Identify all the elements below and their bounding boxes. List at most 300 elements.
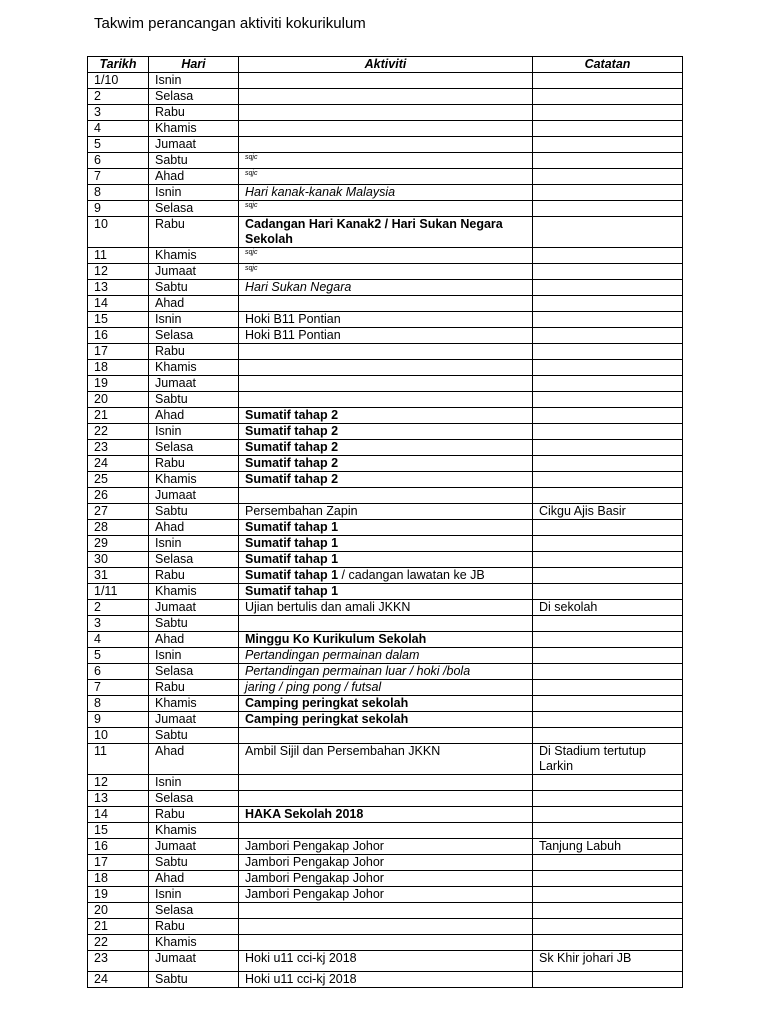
aktiviti-text: Sumatif tahap 1: [245, 552, 339, 566]
cell-catatan: [533, 328, 683, 344]
aktiviti-text: Sumatif tahap 2: [245, 424, 339, 438]
cell-tarikh: 15: [88, 823, 149, 839]
table-row: [88, 536, 683, 552]
table-row: [88, 424, 683, 440]
cell-aktiviti: [239, 871, 533, 887]
cell-aktiviti: [239, 664, 533, 680]
table-row: [88, 296, 683, 312]
cell-hari: Jumaat: [149, 376, 239, 392]
table-row: [88, 376, 683, 392]
cell-catatan: [533, 903, 683, 919]
cell-tarikh: 12: [88, 775, 149, 791]
cell-aktiviti: [239, 903, 533, 919]
cell-hari: Khamis: [149, 472, 239, 488]
cell-catatan: [533, 648, 683, 664]
cell-catatan: Cikgu Ajis Basir: [533, 504, 683, 520]
cell-catatan: [533, 456, 683, 472]
cell-hari: Isnin: [149, 536, 239, 552]
cell-aktiviti: [239, 280, 533, 296]
cell-catatan: [533, 919, 683, 935]
cell-catatan: [533, 712, 683, 728]
cell-tarikh: 20: [88, 903, 149, 919]
aktiviti-text: Sumatif tahap 1: [245, 520, 339, 534]
table-row: [88, 392, 683, 408]
cell-hari: Jumaat: [149, 488, 239, 504]
table-row: [88, 584, 683, 600]
cell-hari: Selasa: [149, 328, 239, 344]
cell-tarikh: 26: [88, 488, 149, 504]
table-row: [88, 280, 683, 296]
table-row: [88, 552, 683, 568]
cell-hari: Rabu: [149, 807, 239, 823]
cell-tarikh: 1/10: [88, 73, 149, 89]
cell-hari: Jumaat: [149, 264, 239, 280]
aktiviti-text: Hari kanak-kanak Malaysia: [245, 185, 396, 199]
cell-catatan: [533, 696, 683, 712]
cell-hari: Jumaat: [149, 951, 239, 972]
cell-tarikh: 12: [88, 264, 149, 280]
table-row: [88, 791, 683, 807]
cell-catatan: [533, 680, 683, 696]
cell-catatan: [533, 312, 683, 328]
cell-hari: Ahad: [149, 408, 239, 424]
cell-aktiviti: [239, 153, 533, 169]
cell-catatan: [533, 376, 683, 392]
cell-hari: Isnin: [149, 185, 239, 201]
cell-hari: Ahad: [149, 169, 239, 185]
cell-catatan: [533, 392, 683, 408]
cell-hari: Khamis: [149, 584, 239, 600]
cell-hari: Khamis: [149, 696, 239, 712]
cell-aktiviti: [239, 536, 533, 552]
cell-aktiviti: [239, 201, 533, 217]
aktiviti-text: sqjc: [245, 170, 258, 177]
cell-catatan: [533, 807, 683, 823]
aktiviti-text: Sumatif tahap 1: [245, 536, 339, 550]
cell-aktiviti: [239, 696, 533, 712]
cell-aktiviti: [239, 424, 533, 440]
cell-catatan: [533, 73, 683, 89]
cell-hari: Jumaat: [149, 137, 239, 153]
aktiviti-text: Ambil Sijil dan Persembahan JKKN: [245, 744, 441, 758]
cell-catatan: [533, 121, 683, 137]
cell-aktiviti: [239, 248, 533, 264]
cell-hari: Isnin: [149, 887, 239, 903]
cell-catatan: [533, 728, 683, 744]
aktiviti-text: sqjc: [245, 265, 258, 272]
cell-hari: Isnin: [149, 648, 239, 664]
cell-aktiviti: [239, 89, 533, 105]
cell-catatan: [533, 137, 683, 153]
cell-tarikh: 11: [88, 744, 149, 775]
aktiviti-text: sqjc: [245, 202, 258, 209]
cell-hari: Selasa: [149, 791, 239, 807]
table-row: [88, 137, 683, 153]
cell-aktiviti: [239, 408, 533, 424]
cell-tarikh: 29: [88, 536, 149, 552]
cell-tarikh: 9: [88, 201, 149, 217]
cell-catatan: [533, 105, 683, 121]
table-row: [88, 504, 683, 520]
table-row: [88, 153, 683, 169]
cell-hari: Sabtu: [149, 153, 239, 169]
aktiviti-extra-text: / cadangan lawatan ke JB: [338, 568, 485, 582]
cell-aktiviti: [239, 217, 533, 248]
cell-hari: Ahad: [149, 520, 239, 536]
table-row: [88, 408, 683, 424]
aktiviti-text: Jambori Pengakap Johor: [245, 839, 384, 853]
cell-aktiviti: [239, 296, 533, 312]
cell-aktiviti: [239, 264, 533, 280]
cell-catatan: [533, 264, 683, 280]
aktiviti-text: Ujian bertulis dan amali JKKN: [245, 600, 411, 614]
cell-aktiviti: [239, 855, 533, 871]
cell-tarikh: 2: [88, 89, 149, 105]
cell-hari: Rabu: [149, 568, 239, 584]
cell-aktiviti: [239, 632, 533, 648]
cell-aktiviti: [239, 951, 533, 972]
cell-tarikh: 14: [88, 296, 149, 312]
cell-tarikh: 1/11: [88, 584, 149, 600]
cell-catatan: [533, 248, 683, 264]
page-title: Takwim perancangan aktiviti kokurikulum: [94, 15, 366, 32]
cell-aktiviti: [239, 600, 533, 616]
cell-hari: Sabtu: [149, 616, 239, 632]
table-row: [88, 696, 683, 712]
cell-catatan: [533, 169, 683, 185]
cell-catatan: [533, 217, 683, 248]
cell-hari: Ahad: [149, 632, 239, 648]
cell-catatan: [533, 153, 683, 169]
table-row: [88, 440, 683, 456]
cell-catatan: [533, 552, 683, 568]
cell-hari: Khamis: [149, 248, 239, 264]
table-row: [88, 89, 683, 105]
header-catatan: Catatan: [533, 57, 683, 73]
table-row: [88, 169, 683, 185]
cell-tarikh: 6: [88, 664, 149, 680]
aktiviti-text: jaring / ping pong / futsal: [245, 680, 382, 694]
table-row: [88, 344, 683, 360]
cell-hari: Ahad: [149, 296, 239, 312]
cell-catatan: [533, 972, 683, 988]
cell-hari: Rabu: [149, 344, 239, 360]
cell-tarikh: 4: [88, 632, 149, 648]
cell-aktiviti: [239, 328, 533, 344]
cell-hari: Sabtu: [149, 855, 239, 871]
table-row: [88, 472, 683, 488]
aktiviti-text: HAKA Sekolah 2018: [245, 807, 364, 821]
table-row: [88, 73, 683, 89]
aktiviti-text: Hoki u11 cci-kj 2018: [245, 972, 357, 986]
aktiviti-text: Pertandingan permainan luar / hoki /bola: [245, 664, 471, 678]
cell-tarikh: 18: [88, 871, 149, 887]
cell-catatan: [533, 664, 683, 680]
cell-aktiviti: [239, 552, 533, 568]
aktiviti-text: Hoki B11 Pontian: [245, 328, 341, 342]
cell-aktiviti: [239, 137, 533, 153]
cell-hari: Selasa: [149, 552, 239, 568]
cell-aktiviti: [239, 712, 533, 728]
cell-aktiviti: [239, 972, 533, 988]
cell-hari: Ahad: [149, 744, 239, 775]
cell-aktiviti: [239, 344, 533, 360]
cell-tarikh: 17: [88, 344, 149, 360]
cell-tarikh: 24: [88, 456, 149, 472]
schedule-table: [87, 56, 683, 988]
cell-catatan: [533, 632, 683, 648]
table-header-row: [88, 57, 683, 73]
cell-hari: Isnin: [149, 312, 239, 328]
table-row: [88, 201, 683, 217]
cell-aktiviti: [239, 584, 533, 600]
cell-tarikh: 9: [88, 712, 149, 728]
cell-tarikh: 7: [88, 680, 149, 696]
table-row: [88, 807, 683, 823]
cell-catatan: [533, 296, 683, 312]
cell-hari: Selasa: [149, 201, 239, 217]
cell-aktiviti: [239, 472, 533, 488]
table-row: [88, 680, 683, 696]
table-row: [88, 823, 683, 839]
table-row: [88, 185, 683, 201]
cell-tarikh: 5: [88, 648, 149, 664]
cell-tarikh: 7: [88, 169, 149, 185]
cell-tarikh: 4: [88, 121, 149, 137]
cell-catatan: [533, 791, 683, 807]
aktiviti-text: Camping peringkat sekolah: [245, 712, 409, 726]
cell-tarikh: 23: [88, 440, 149, 456]
cell-aktiviti: [239, 791, 533, 807]
cell-tarikh: 16: [88, 839, 149, 855]
table-row: [88, 632, 683, 648]
cell-catatan: [533, 440, 683, 456]
table-row: [88, 871, 683, 887]
table-row: [88, 839, 683, 855]
cell-tarikh: 6: [88, 153, 149, 169]
table-row: [88, 264, 683, 280]
cell-aktiviti: [239, 520, 533, 536]
cell-tarikh: 17: [88, 855, 149, 871]
cell-catatan: [533, 568, 683, 584]
table-row: [88, 328, 683, 344]
cell-hari: Rabu: [149, 456, 239, 472]
cell-tarikh: 3: [88, 616, 149, 632]
cell-aktiviti: [239, 169, 533, 185]
aktiviti-text: Jambori Pengakap Johor: [245, 871, 384, 885]
cell-tarikh: 24: [88, 972, 149, 988]
cell-tarikh: 31: [88, 568, 149, 584]
cell-aktiviti: [239, 488, 533, 504]
table-row: [88, 456, 683, 472]
table-row: [88, 360, 683, 376]
aktiviti-text: Pertandingan permainan dalam: [245, 648, 420, 662]
aktiviti-text: sqjc: [245, 249, 258, 256]
cell-tarikh: 10: [88, 728, 149, 744]
aktiviti-text: sqjc: [245, 154, 258, 161]
table-row: [88, 919, 683, 935]
table-row: [88, 935, 683, 951]
cell-hari: Ahad: [149, 871, 239, 887]
cell-aktiviti: [239, 775, 533, 791]
table-row: [88, 312, 683, 328]
cell-aktiviti: [239, 887, 533, 903]
cell-tarikh: 18: [88, 360, 149, 376]
cell-hari: Sabtu: [149, 972, 239, 988]
header-aktiviti: Aktiviti: [239, 57, 533, 73]
cell-hari: Sabtu: [149, 504, 239, 520]
aktiviti-text: Sumatif tahap 2: [245, 456, 339, 470]
cell-aktiviti: [239, 568, 533, 584]
cell-tarikh: 13: [88, 791, 149, 807]
table-row: [88, 600, 683, 616]
aktiviti-text: Jambori Pengakap Johor: [245, 887, 384, 901]
cell-aktiviti: [239, 440, 533, 456]
aktiviti-text: Camping peringkat sekolah: [245, 696, 409, 710]
cell-tarikh: 15: [88, 312, 149, 328]
cell-catatan: [533, 201, 683, 217]
table-row: [88, 712, 683, 728]
cell-aktiviti: [239, 121, 533, 137]
cell-hari: Khamis: [149, 935, 239, 951]
cell-catatan: [533, 280, 683, 296]
cell-aktiviti: [239, 919, 533, 935]
cell-tarikh: 20: [88, 392, 149, 408]
cell-aktiviti: [239, 312, 533, 328]
cell-catatan: [533, 488, 683, 504]
header-hari: Hari: [149, 57, 239, 73]
cell-tarikh: 16: [88, 328, 149, 344]
cell-catatan: [533, 536, 683, 552]
cell-catatan: [533, 823, 683, 839]
cell-catatan: [533, 616, 683, 632]
cell-aktiviti: [239, 616, 533, 632]
cell-hari: Khamis: [149, 121, 239, 137]
cell-hari: Selasa: [149, 440, 239, 456]
cell-aktiviti: [239, 504, 533, 520]
cell-catatan: [533, 584, 683, 600]
aktiviti-text: Jambori Pengakap Johor: [245, 855, 384, 869]
cell-tarikh: 22: [88, 424, 149, 440]
cell-tarikh: 19: [88, 887, 149, 903]
cell-catatan: [533, 935, 683, 951]
cell-tarikh: 14: [88, 807, 149, 823]
cell-hari: Selasa: [149, 903, 239, 919]
cell-catatan: [533, 360, 683, 376]
cell-tarikh: 23: [88, 951, 149, 972]
table-row: [88, 488, 683, 504]
cell-hari: Selasa: [149, 664, 239, 680]
table-row: [88, 972, 683, 988]
cell-catatan: [533, 472, 683, 488]
cell-tarikh: 11: [88, 248, 149, 264]
table-row: [88, 520, 683, 536]
table-row: [88, 744, 683, 775]
cell-aktiviti: [239, 105, 533, 121]
aktiviti-text: Persembahan Zapin: [245, 504, 358, 518]
cell-tarikh: 3: [88, 105, 149, 121]
cell-tarikh: 2: [88, 600, 149, 616]
cell-catatan: Tanjung Labuh: [533, 839, 683, 855]
cell-aktiviti: [239, 935, 533, 951]
cell-tarikh: 21: [88, 919, 149, 935]
aktiviti-text: Sumatif tahap 2: [245, 408, 339, 422]
table-row: [88, 121, 683, 137]
cell-hari: Jumaat: [149, 839, 239, 855]
cell-tarikh: 10: [88, 217, 149, 248]
cell-catatan: [533, 520, 683, 536]
table-row: [88, 855, 683, 871]
cell-tarikh: 28: [88, 520, 149, 536]
cell-hari: Khamis: [149, 823, 239, 839]
cell-tarikh: 21: [88, 408, 149, 424]
cell-hari: Khamis: [149, 360, 239, 376]
aktiviti-text: Minggu Ko Kurikulum Sekolah: [245, 632, 427, 646]
cell-hari: Selasa: [149, 89, 239, 105]
cell-aktiviti: [239, 680, 533, 696]
table-row: [88, 951, 683, 972]
cell-hari: Jumaat: [149, 600, 239, 616]
table-row: [88, 887, 683, 903]
aktiviti-text: Hoki B11 Pontian: [245, 312, 341, 326]
table-row: [88, 648, 683, 664]
cell-hari: Isnin: [149, 424, 239, 440]
cell-catatan: [533, 775, 683, 791]
cell-hari: Sabtu: [149, 280, 239, 296]
cell-catatan: [533, 344, 683, 360]
cell-catatan: [533, 887, 683, 903]
cell-hari: Rabu: [149, 105, 239, 121]
cell-tarikh: 19: [88, 376, 149, 392]
cell-hari: Isnin: [149, 73, 239, 89]
aktiviti-text: Hoki u11 cci-kj 2018: [245, 951, 357, 965]
cell-aktiviti: [239, 728, 533, 744]
cell-hari: Sabtu: [149, 392, 239, 408]
cell-aktiviti: [239, 807, 533, 823]
cell-aktiviti: [239, 744, 533, 775]
cell-aktiviti: [239, 456, 533, 472]
cell-aktiviti: [239, 823, 533, 839]
cell-catatan: [533, 408, 683, 424]
header-tarikh: Tarikh: [88, 57, 149, 73]
table-row: [88, 728, 683, 744]
table-row: [88, 775, 683, 791]
cell-aktiviti: [239, 376, 533, 392]
aktiviti-text: Cadangan Hari Kanak2 / Hari Sukan Negara Sekolah: [245, 217, 503, 246]
cell-tarikh: 25: [88, 472, 149, 488]
cell-catatan: [533, 871, 683, 887]
cell-aktiviti: [239, 839, 533, 855]
aktiviti-text: Sumatif tahap 1: [245, 568, 339, 582]
cell-catatan: [533, 89, 683, 105]
table-row: [88, 248, 683, 264]
cell-hari: Jumaat: [149, 712, 239, 728]
cell-aktiviti: [239, 73, 533, 89]
cell-tarikh: 13: [88, 280, 149, 296]
table-row: [88, 903, 683, 919]
cell-hari: Rabu: [149, 680, 239, 696]
aktiviti-text: Sumatif tahap 2: [245, 472, 339, 486]
cell-aktiviti: [239, 360, 533, 376]
aktiviti-text: Sumatif tahap 1: [245, 584, 339, 598]
cell-tarikh: 8: [88, 696, 149, 712]
cell-tarikh: 30: [88, 552, 149, 568]
cell-tarikh: 27: [88, 504, 149, 520]
cell-catatan: Sk Khir johari JB: [533, 951, 683, 972]
cell-hari: Isnin: [149, 775, 239, 791]
cell-aktiviti: [239, 185, 533, 201]
table-row: [88, 568, 683, 584]
